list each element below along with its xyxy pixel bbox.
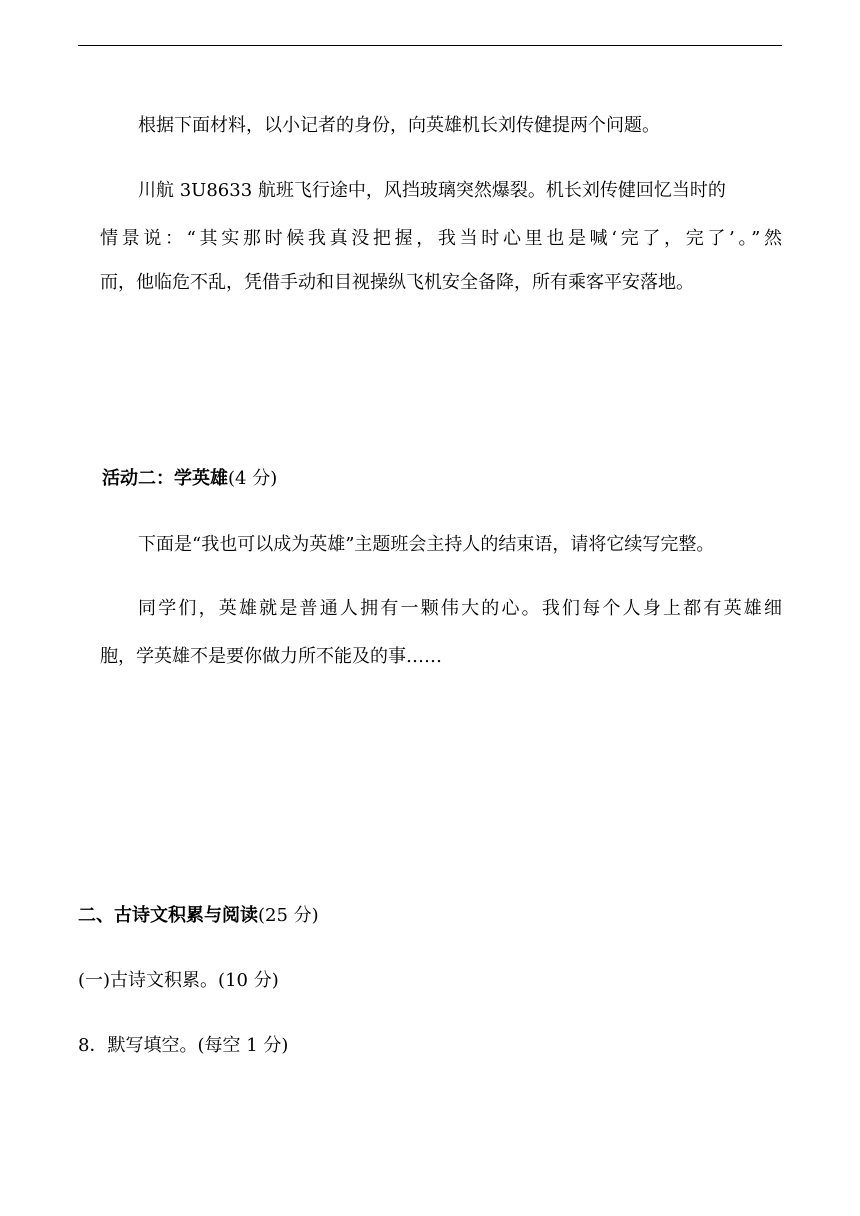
activity2-heading-label: 活动二：学英雄: [102, 468, 228, 489]
section2-heading-label: 二、古诗文积累与阅读: [78, 905, 258, 926]
section2-subheading: (一)古诗文积累。(10 分): [78, 970, 279, 991]
activity2-line-1: 同学们，英雄就是普通人拥有一颗伟大的心。我们每个人身上都有英雄细: [138, 598, 782, 619]
section2-heading: [78, 904, 319, 928]
header-rule: [78, 45, 782, 46]
activity2-instruction: 下面是“我也可以成为英雄”主题班会主持人的结束语，请将它续写完整。: [138, 534, 715, 555]
activity1-instruction: 根据下面材料，以小记者的身份，向英雄机长刘传健提两个问题。: [138, 115, 660, 136]
question-8: 8．默写填空。(每空 1 分): [78, 1035, 289, 1056]
activity2-heading: [102, 467, 277, 491]
material-line-1: 川航 3U8633 航班飞行途中，风挡玻璃突然爆裂。机长刘传健回忆当时的: [138, 180, 726, 201]
material-line-3: 而，他临危不乱，凭借手动和目视操纵飞机安全备降，所有乘客平安落地。: [100, 272, 694, 293]
activity2-line-2: 胞，学英雄不是要你做力所不能及的事……: [100, 646, 442, 667]
activity2-heading-score: (4 分): [228, 468, 278, 489]
section2-heading-score: (25 分): [258, 905, 319, 926]
material-line-2: 情景说：“其实那时候我真没把握，我当时心里也是喊‘完了，完了’。”然: [100, 228, 782, 249]
